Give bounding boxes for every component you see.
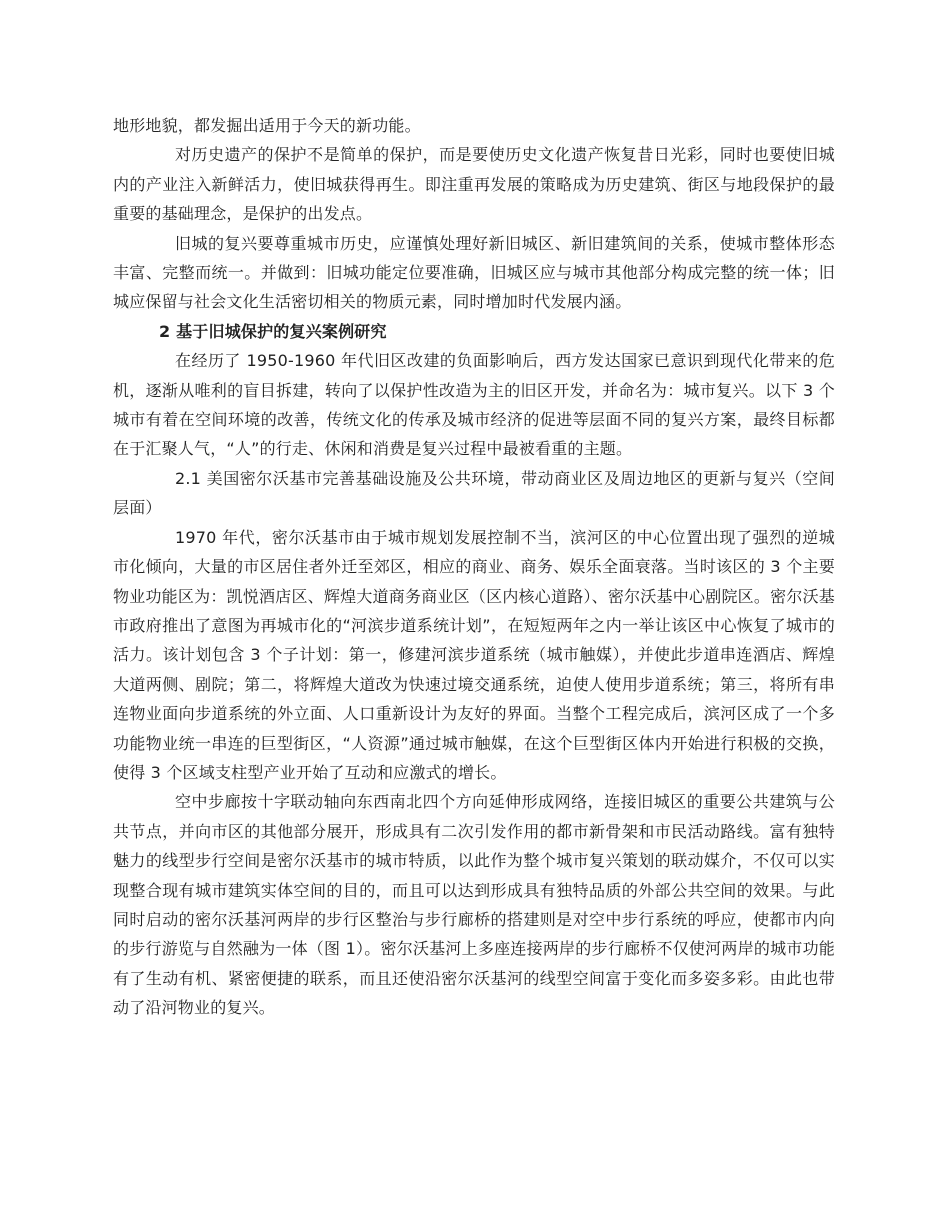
paragraph-heritage-protection: 对历史遗产的保护不是简单的保护，而是要使历史文化遗产恢复昔日光彩，同时也要使旧城内的产业注入新鲜活力，使旧城获得再生。即注重再发展的策略成为历史建筑、街区与地段保护的最重要的基础理念，是保护的出发点。 [113, 145, 835, 224]
paragraph-skywalk-network: 空中步廊按十字联动轴向东西南北四个方向延伸形成网络，连接旧城区的重要公共建筑与公共节点，并向市区的其他部分展开，形成具有二次引发作用的都市新骨架和市民活动路线。富有独特魅力的线型步行空间是密尔沃基市的城市特质，以此作为整个城市复兴策划的联动媒介，不仅可以实现整合现有城市建筑实体空间的目的，而且可以达到形成具有独特品质的外部公共空间的效果。与此同时启动的密尔沃基河两岸的步行区整治与步行廊桥的搭建则是对空中步行系统的呼应，使都市内向的步行游览与自然融为一体（图 1）。密尔沃基河上多座连接两岸的步行廊桥不仅使河两岸的城市功能有了生动有机、紧密便捷的联系，而且还使沿密尔沃基河的线型空间富于变化而多姿多彩。由此也带动了沿河物业的复兴。 [113, 792, 835, 1018]
subsection-heading-2-1: 2.1 美国密尔沃基市完善基础设施及公共环境，带动商业区及周边地区的更新与复兴（空间层面） [113, 468, 835, 518]
paragraph-milwaukee-1970s: 1970 年代，密尔沃基市由于城市规划发展控制不当，滨河区的中心位置出现了强烈的逆城市化倾向，大量的市区居住者外迁至郊区，相应的商业、商务、娱乐全面衰落。当时该区的 3 个主要物业功能区为：凯悦酒店区、辉煌大道商务商业区（区内核心道路）、密尔沃基中心剧院区。密尔沃基市政府推出了意图为再城市化的“河滨步道系统计划”，在短短两年之内一举让该区中心恢复了城市的活力。该计划包含 3 个子计划：第一，修建河滨步道系统（城市触媒），并使此步道串连酒店、辉煌大道两侧、剧院；第二，将辉煌大道改为快速过境交通系统，迫使人使用步道系统；第三，将所有串连物业面向步道系统的外立面、人口重新设计为友好的界面。当整个工程完成后，滨河区成了一个多功能物业统一串连的巨型街区，“人资源”通过城市触媒，在这个巨型街区体内开始进行积极的交换，使得 3 个区域支柱型产业开始了互动和应激式的增长。 [113, 527, 835, 782]
document-body [113, 111, 835, 1023]
paragraph-continuation: 地形地貌，都发掘出适用于今天的新功能。 [113, 116, 421, 135]
section-heading-2: 2 基于旧城保护的复兴案例研究 [159, 321, 387, 341]
paragraph-old-city-revival: 旧城的复兴要尊重城市历史，应谨慎处理好新旧城区、新旧建筑间的关系，使城市整体形态丰富、完整而统一。并做到：旧城功能定位要准确，旧城区应与城市其他部分构成完整的统一体；旧城应保留与社会文化生活密切相关的物质元素，同时增加时代发展内涵。 [113, 233, 835, 312]
paragraph-western-renewal: 在经历了 1950-1960 年代旧区改建的负面影响后，西方发达国家已意识到现代化带来的危机，逐渐从唯利的盲目拆建，转向了以保护性改造为主的旧区开发，并命名为：城市复兴。以下 3 个城市有着在空间环境的改善，传统文化的传承及城市经济的促进等层面不同的复兴方案，最终目标都在于汇聚人气，“人”的行走、休闲和消费是复兴过程中最被看重的主题。 [113, 351, 835, 459]
